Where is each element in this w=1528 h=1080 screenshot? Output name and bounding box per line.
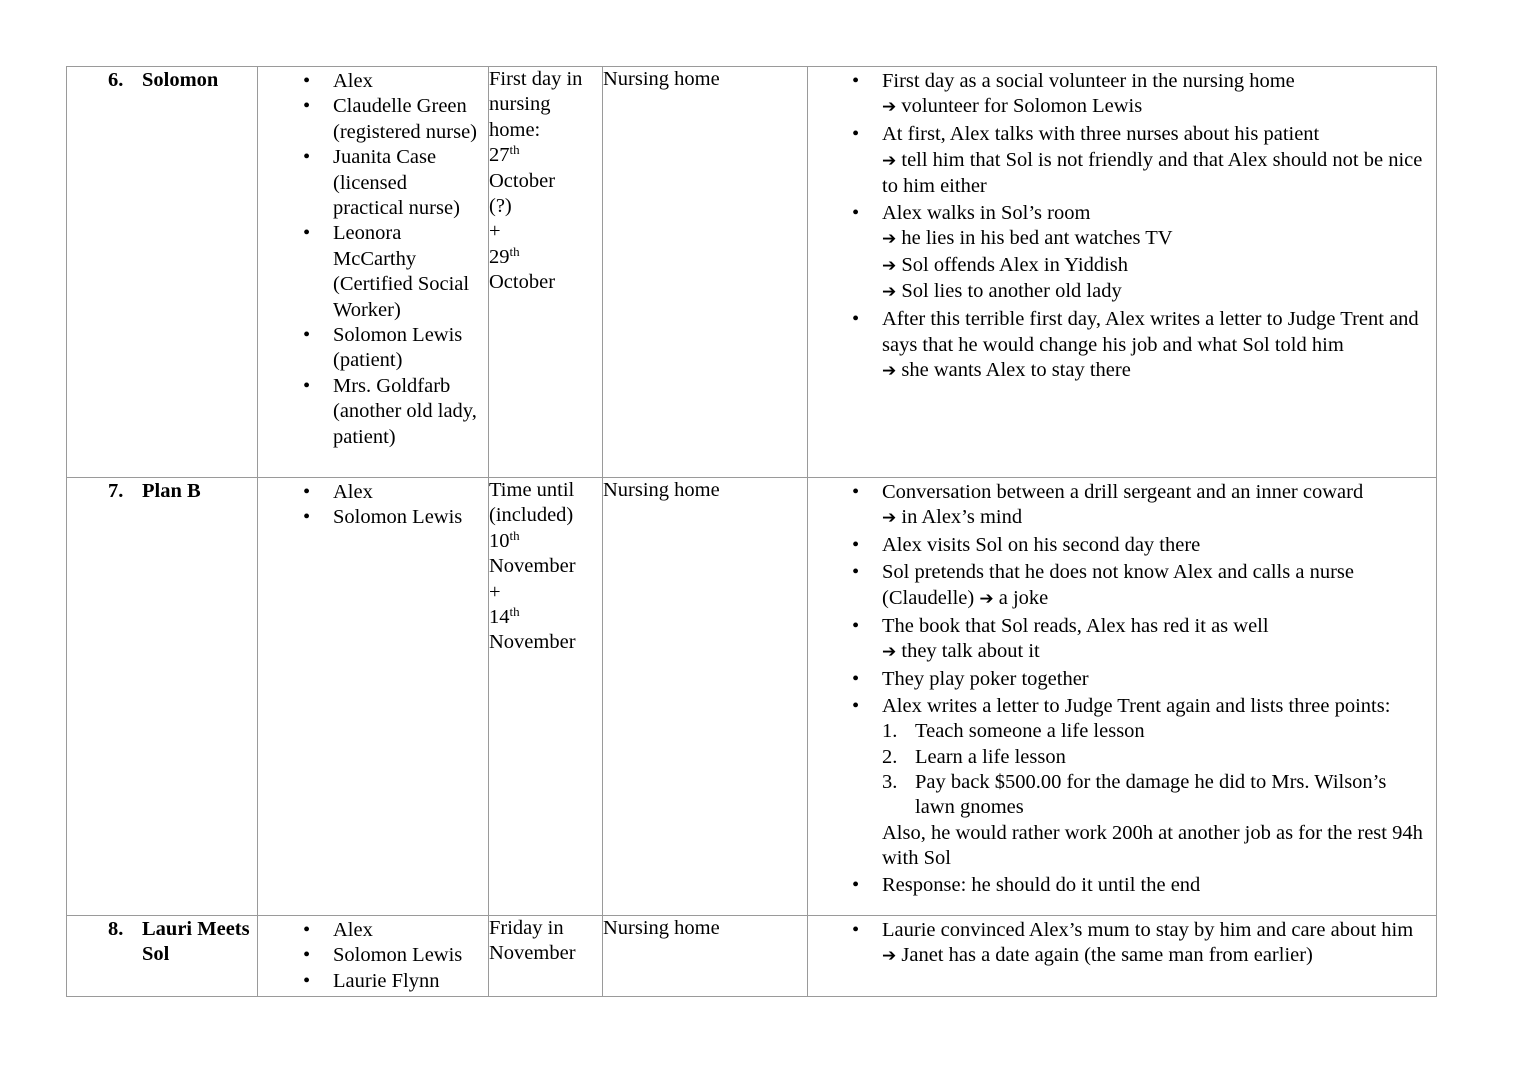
time-cell [489, 916, 603, 997]
time-text: First day in nursing home: [489, 68, 583, 141]
person-item: • Leonora McCarthy (Certified Social Worker) [333, 221, 482, 323]
chapter-cell [67, 916, 258, 997]
chapter-heading [67, 478, 257, 504]
place-text: Nursing home [603, 917, 720, 939]
point-item: 2. Learn a life lesson [882, 745, 1066, 768]
people-cell [258, 67, 489, 478]
time-date: 27th [489, 142, 520, 167]
people-list [258, 478, 488, 531]
place-cell [603, 916, 808, 997]
people-list [258, 916, 488, 994]
numbered-points [882, 719, 1426, 821]
table-row-chapter-7 [67, 478, 1437, 916]
time-plus: + [489, 220, 501, 243]
time-month: November [489, 631, 576, 654]
event-item: • Alex walks in Sol’s room ➔ he lies in his bed ant watches TV ➔ Sol offends Alex in Yiddish ➔ Sol lies to another old lady [882, 201, 1426, 306]
time-cell [489, 67, 603, 478]
table-row-chapter-6 [67, 67, 1437, 478]
event-item: • Laurie convinced Alex’s mum to stay by him and care about him ➔ Janet has a date again (the same man from earlier) [882, 918, 1426, 970]
time-date: 14th [489, 604, 520, 629]
chapter-number: 7. [108, 480, 124, 502]
chapter-summary-table [66, 66, 1437, 997]
person-item: • Alex [333, 918, 482, 943]
person-item: • Claudelle Green (registered nurse) [333, 94, 482, 145]
time-month: November [489, 555, 576, 578]
time-text: Time until (included) [489, 479, 575, 527]
chapter-title: Plan B [142, 480, 201, 502]
chapter-title: Lauri Meets Sol [142, 918, 250, 966]
event-item: • Sol pretends that he does not know Alex and calls a nurse (Claudelle) ➔ a joke [882, 560, 1426, 612]
event-item: • Conversation between a drill sergeant and an inner coward ➔ in Alex’s mind [882, 480, 1426, 532]
events-list [808, 478, 1436, 899]
chapter-number: 6. [108, 69, 124, 91]
events-list [808, 916, 1436, 970]
person-item: • Solomon Lewis (patient) [333, 323, 482, 374]
table-row-chapter-8 [67, 916, 1437, 997]
place-cell [603, 67, 808, 478]
event-item: • At first, Alex talks with three nurses about his patient ➔ tell him that Sol is not friendly and that Alex should not be nice to him either [882, 122, 1426, 199]
time-date: 29th [489, 243, 520, 268]
events-cell [808, 67, 1437, 478]
chapter-title: Solomon [142, 69, 219, 91]
chapter-cell [67, 478, 258, 916]
time-plus: + [489, 580, 501, 603]
time-month: October [489, 169, 556, 192]
event-item: • They play poker together [882, 667, 1426, 692]
person-item: • Alex [333, 480, 482, 505]
people-list [258, 67, 488, 450]
time-cell [489, 478, 603, 916]
person-item: • Mrs. Goldfarb (another old lady, patient) [333, 374, 482, 450]
event-extra: Also, he would rather work 200h at another job as for the rest 94h with Sol [882, 821, 1423, 870]
people-cell [258, 478, 489, 916]
person-item: • Solomon Lewis [333, 505, 482, 530]
event-item: • Response: he should do it until the end [882, 873, 1426, 898]
point-item: 1. Teach someone a life lesson [882, 720, 1145, 743]
chapter-heading [67, 67, 257, 93]
person-item: • Alex [333, 69, 482, 94]
time-note: (?) [489, 195, 512, 218]
chapter-number: 8. [108, 918, 124, 940]
event-item: • First day as a social volunteer in the nursing home ➔ volunteer for Solomon Lewis [882, 69, 1426, 121]
chapter-heading [67, 916, 257, 968]
person-item: • Laurie Flynn [333, 969, 482, 994]
place-text: Nursing home [603, 68, 720, 90]
event-item: • After this terrible first day, Alex writes a letter to Judge Trent and says that he would change his job and what Sol told him ➔ she wants Alex to stay there [882, 307, 1426, 384]
events-cell [808, 478, 1437, 916]
person-item: • Juanita Case (licensed practical nurse) [333, 145, 482, 221]
person-item: • Solomon Lewis [333, 943, 482, 968]
time-text: Friday in November [489, 917, 576, 965]
events-cell [808, 916, 1437, 997]
people-cell [258, 916, 489, 997]
event-item: • Alex visits Sol on his second day there [882, 533, 1426, 558]
chapter-cell [67, 67, 258, 478]
time-month: October [489, 271, 556, 294]
event-item: • The book that Sol reads, Alex has red it as well ➔ they talk about it [882, 614, 1426, 666]
point-item: 3. Pay back $500.00 for the damage he did to Mrs. Wilson’s lawn gnomes [882, 770, 1387, 819]
place-text: Nursing home [603, 479, 720, 501]
event-item: • Alex writes a letter to Judge Trent again and lists three points: 1. Teach someone a life lesson 2. Learn a life lesson 3. Pay back $500.00 for the damage he did to Mrs. Wilson’s lawn gnomes Also, he would rather work 200h at another job as for the rest 94h with Sol [882, 694, 1426, 872]
events-list [808, 67, 1436, 384]
time-date: 10th [489, 527, 520, 552]
place-cell [603, 478, 808, 916]
